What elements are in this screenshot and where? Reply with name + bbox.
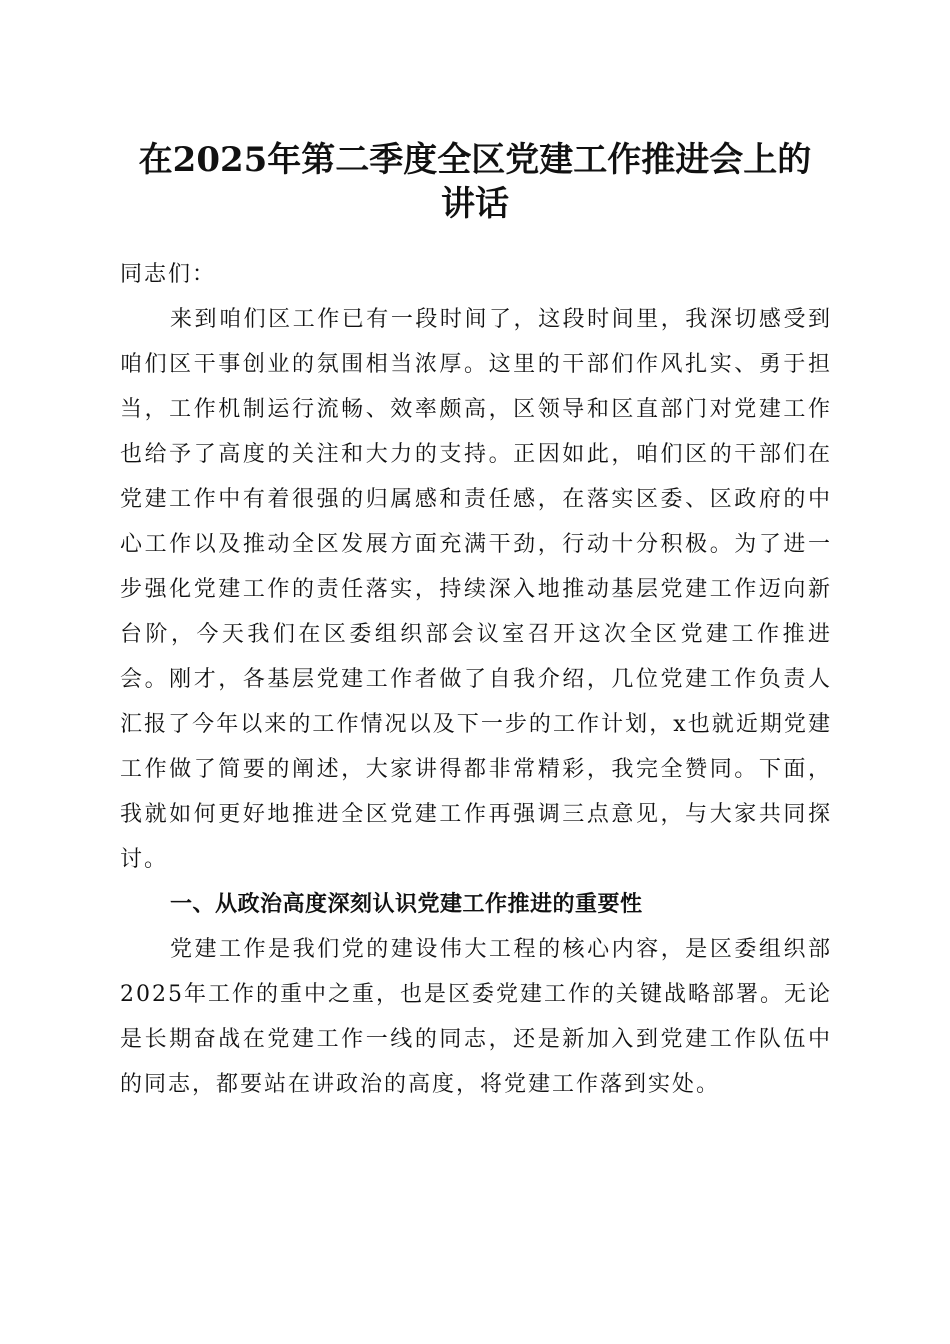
section-1-heading: 一、从政治高度深刻认识党建工作推进的重要性 bbox=[170, 892, 643, 917]
paragraph-2: 党建工作是我们党的建设伟大工程的核心内容，是区委组织部2025年工作的重中之重，也是区委党建工作的关键战略部署。无论是长期奋战在党建工作一线的同志，还是新加入到党建工作队伍中的同志，都要站在讲政治的高度，将党建工作落到实处。 bbox=[120, 937, 832, 1097]
document-body bbox=[120, 252, 832, 1107]
document-title bbox=[100, 138, 850, 226]
title-line-1: 在2025年第二季度全区党建工作推进会上的 bbox=[138, 140, 812, 180]
paragraph-1: 来到咱们区工作已有一段时间了，这段时间里，我深切感受到咱们区干事创业的氛围相当浓厚。这里的干部们作风扎实、勇于担当，工作机制运行流畅、效率颇高，区领导和区直部门对党建工作也给予了高度的关注和大力的支持。正因如此，咱们区的干部们在党建工作中有着很强的归属感和责任感，在落实区委、区政府的中心工作以及推动全区发展方面充满干劲，行动十分积极。为了进一步强化党建工作的责任落实，持续深入地推动基层党建工作迈向新台阶，今天我们在区委组织部会议室召开这次全区党建工作推进会。刚才，各基层党建工作者做了自我介绍，几位党建工作负责人汇报了今年以来的工作情况以及下一步的工作计划，x也就近期党建工作做了简要的阐述，大家讲得都非常精彩，我完全赞同。下面，我就如何更好地推进全区党建工作再强调三点意见，与大家共同探讨。 bbox=[120, 307, 832, 872]
title-line-2: 讲话 bbox=[441, 184, 509, 224]
salutation: 同志们： bbox=[120, 262, 217, 287]
